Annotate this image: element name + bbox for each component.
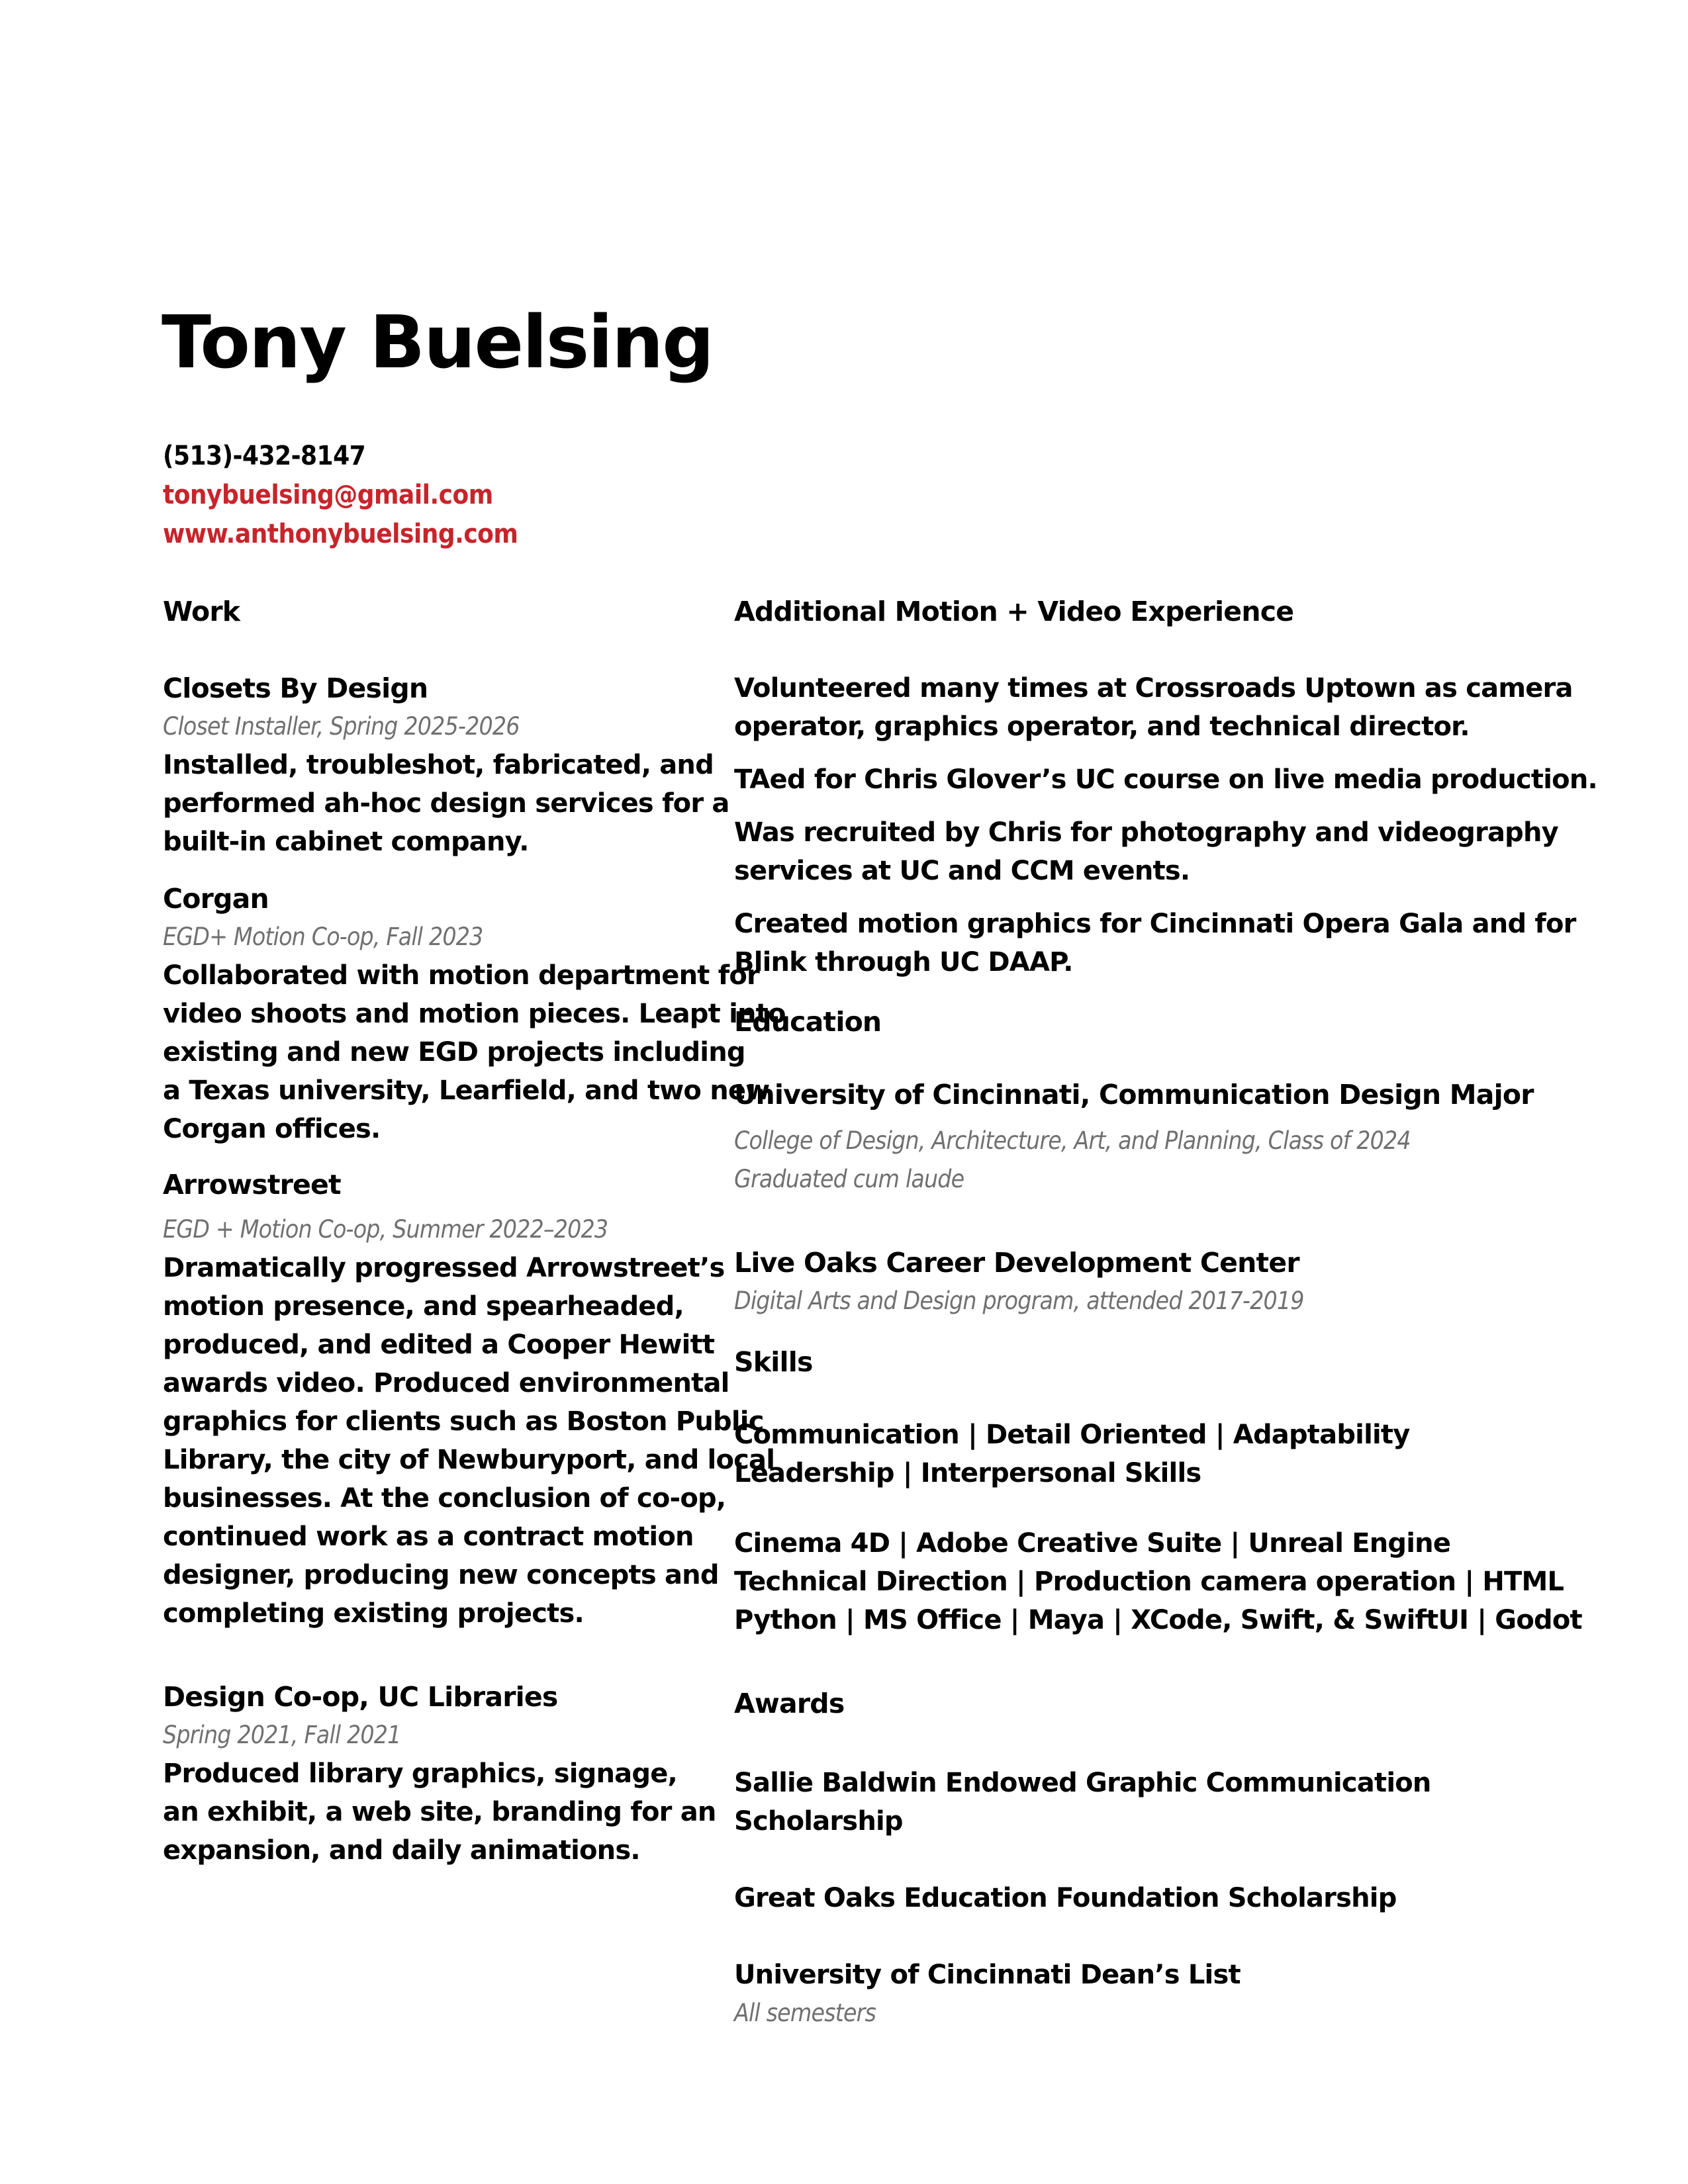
job-company: Closets By Design: [163, 672, 428, 704]
job-desc-line: Library, the city of Newburyport, and local: [163, 1445, 775, 1475]
additional-line: services at UC and CCM events.: [734, 856, 1190, 886]
technical-skills: [734, 1524, 1582, 1639]
job-desc-line: businesses. At the conclusion of co-op,: [163, 1483, 726, 1514]
job-desc-line: Collaborated with motion department for: [163, 960, 759, 991]
skills-heading: Skills: [734, 1346, 813, 1378]
additional-item: [734, 760, 1597, 799]
job-desc-line: performed ah-hoc design services for a: [163, 788, 729, 819]
school-name: Live Oaks Career Development Center: [734, 1247, 1299, 1279]
job-arrowstreet: [163, 1165, 774, 1633]
soft-skills: [734, 1416, 1410, 1492]
contact-block: [163, 437, 518, 554]
award-note: All semesters: [734, 1999, 876, 2027]
job-desc-line: an exhibit, a web site, branding for an: [163, 1797, 716, 1827]
award-line: Sallie Baldwin Endowed Graphic Communication: [734, 1768, 1431, 1798]
awards-heading: Awards: [734, 1688, 845, 1719]
job-company: Arrowstreet: [163, 1169, 341, 1201]
job-uc-libraries: [163, 1678, 716, 1870]
skills-line: Technical Direction | Production camera operation | HTML: [734, 1567, 1564, 1597]
school-detail: College of Design, Architecture, Art, and Planning, Class of 2024: [734, 1126, 1411, 1155]
website-link[interactable]: www.anthonybuelsing.com: [163, 519, 518, 549]
job-company: Corgan: [163, 883, 269, 915]
job-company: Design Co-op, UC Libraries: [163, 1681, 558, 1713]
skills-line: Cinema 4D | Adobe Creative Suite | Unreal Engine: [734, 1528, 1451, 1559]
education-school: [734, 1075, 1534, 1199]
job-desc-line: built-in cabinet company.: [163, 827, 529, 857]
job-desc-line: designer, producing new concepts and: [163, 1560, 719, 1590]
award-item: [734, 1956, 1241, 2032]
skills-line: Python | MS Office | Maya | XCode, Swift, & SwiftUI | Godot: [734, 1605, 1582, 1635]
school-name: University of Cincinnati, Communication Design Major: [734, 1079, 1534, 1111]
additional-line: operator, graphics operator, and technical director.: [734, 711, 1470, 742]
job-role: EGD+ Motion Co-op, Fall 2023: [163, 923, 483, 951]
education-school: [734, 1244, 1304, 1320]
additional-line: TAed for Chris Glover’s UC course on live media production.: [734, 764, 1597, 795]
job-closets-by-design: [163, 669, 729, 861]
additional-line: Created motion graphics for Cincinnati Opera Gala and for: [734, 909, 1576, 939]
email-link[interactable]: tonybuelsing@gmail.com: [163, 480, 493, 510]
award-item: [734, 1764, 1431, 1841]
school-detail: Graduated cum laude: [734, 1165, 964, 1193]
job-desc-line: continued work as a contract motion: [163, 1522, 694, 1552]
job-desc-line: existing and new EGD projects including: [163, 1037, 745, 1068]
award-item: [734, 1879, 1397, 1917]
education-heading: Education: [734, 1006, 882, 1038]
job-desc-line: Produced library graphics, signage,: [163, 1758, 677, 1789]
job-corgan: [163, 880, 786, 1148]
work-heading: Work: [163, 596, 240, 627]
job-desc-line: awards video. Produced environmental: [163, 1368, 729, 1398]
additional-line: Volunteered many times at Crossroads Uptown as camera: [734, 673, 1573, 704]
award-line: Great Oaks Education Foundation Scholarship: [734, 1883, 1397, 1913]
job-role: Closet Installer, Spring 2025-2026: [163, 712, 520, 741]
job-desc-line: expansion, and daily animations.: [163, 1835, 640, 1866]
school-detail: Digital Arts and Design program, attended 2017-2019: [734, 1287, 1304, 1315]
additional-item: [734, 813, 1558, 890]
additional-item: [734, 669, 1573, 746]
job-desc-line: motion presence, and spearheaded,: [163, 1291, 684, 1322]
name-heading: Tony Buelsing: [162, 300, 713, 385]
additional-experience-heading: Additional Motion + Video Experience: [734, 596, 1294, 627]
job-desc-line: completing existing projects.: [163, 1598, 584, 1629]
award-line: Scholarship: [734, 1806, 903, 1837]
additional-line: Was recruited by Chris for photography and videography: [734, 817, 1558, 848]
job-desc-line: video shoots and motion pieces. Leapt into: [163, 999, 786, 1029]
skills-line: Leadership | Interpersonal Skills: [734, 1458, 1201, 1488]
job-role: EGD + Motion Co-op, Summer 2022–2023: [163, 1215, 608, 1244]
phone-number: (513)-432-8147: [163, 441, 366, 471]
job-desc-line: Installed, troubleshot, fabricated, and: [163, 750, 714, 780]
job-desc-line: a Texas university, Learfield, and two new: [163, 1075, 770, 1106]
additional-line: Blink through UC DAAP.: [734, 947, 1073, 978]
skills-line: Communication | Detail Oriented | Adaptability: [734, 1420, 1410, 1450]
job-desc-line: graphics for clients such as Boston Public: [163, 1406, 764, 1437]
job-desc-line: Corgan offices.: [163, 1114, 381, 1144]
job-role: Spring 2021, Fall 2021: [163, 1721, 401, 1749]
job-desc-line: produced, and edited a Cooper Hewitt: [163, 1330, 715, 1360]
additional-item: [734, 905, 1576, 981]
job-desc-line: Dramatically progressed Arrowstreet’s: [163, 1253, 725, 1283]
award-line: University of Cincinnati Dean’s List: [734, 1960, 1241, 1990]
